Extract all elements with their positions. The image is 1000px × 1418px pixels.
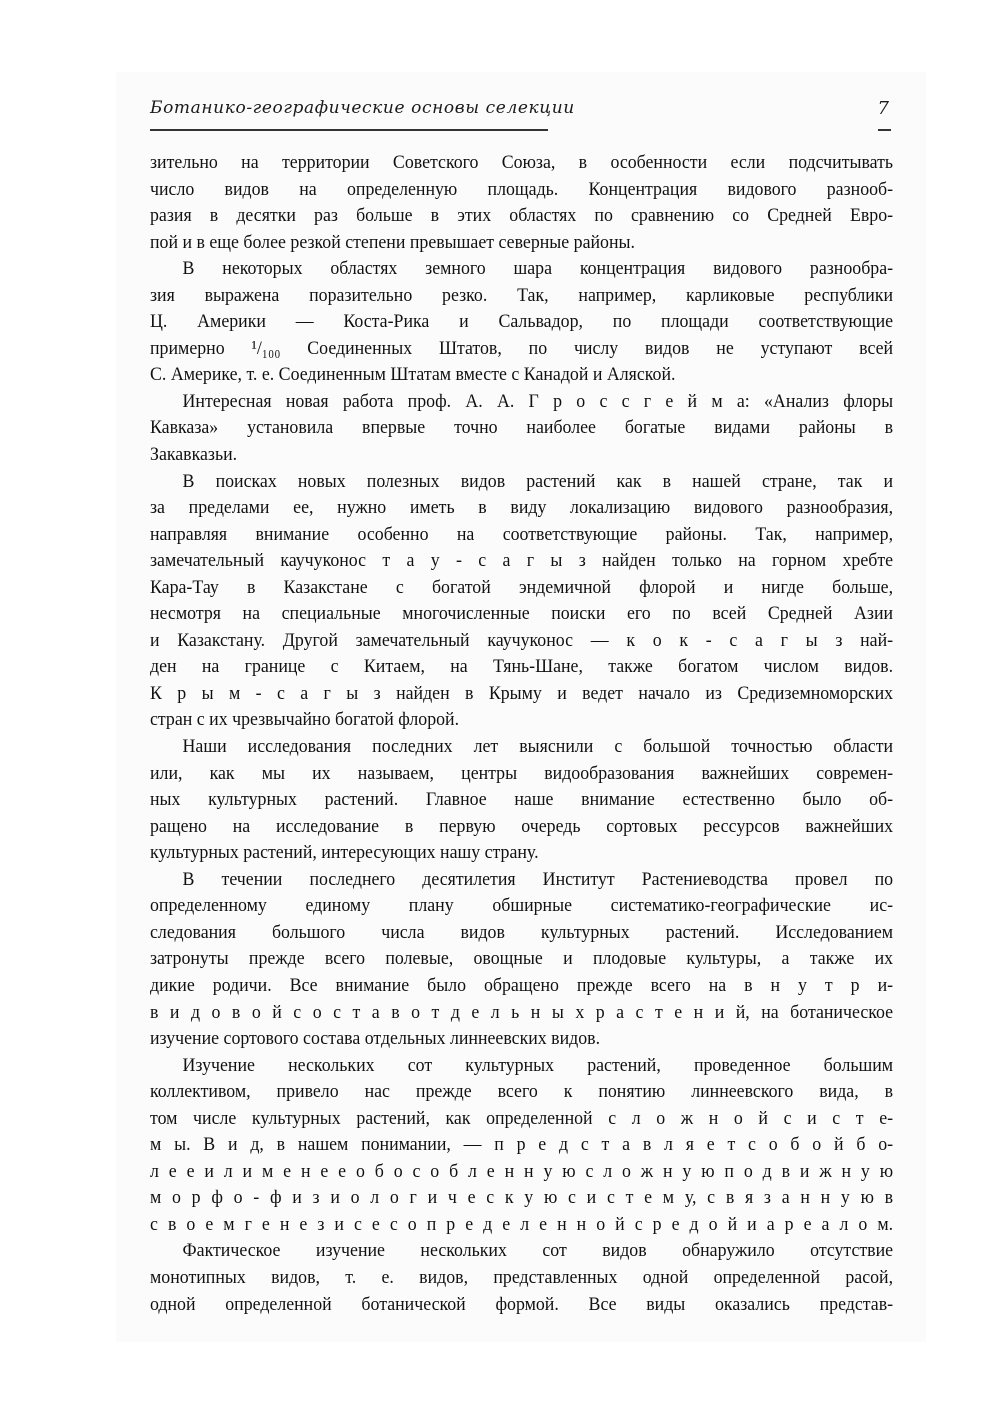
paragraph-first-line: В некоторых областях земного шара концентрация видового разнообра- xyxy=(182,258,894,280)
text-line: коллективом, привело нас прежде всего к понятию линнеевского вида, в xyxy=(150,1081,894,1103)
paragraph-first-line: Изучение нескольких сот культурных растений, проведенное большим xyxy=(182,1054,894,1076)
paragraph-first-line: Наши исследования последних лет выяснили с большой точностью области xyxy=(182,736,894,758)
text-line: число видов на определенную площадь. Концентрация видового разнооб- xyxy=(150,178,894,200)
text-line: затронуты прежде всего полевые, овощные и плодовые культуры, а также их xyxy=(150,948,894,970)
text-line: определенному единому плану обширные систематико-географические ис- xyxy=(150,895,894,917)
text-line: зительно на территории Советского Союза, в особенности если подсчитывать xyxy=(150,152,894,173)
text-line: монотипных видов, т. е. видов, представленных одной определенной расой, xyxy=(150,1266,894,1288)
text-line: ден на границе с Китаем, на Тянь-Шане, также богатом числом видов. xyxy=(150,656,894,678)
text-line: л е е и л и м е н е е о б о с о б л е н н у ю с л о ж н у ю п о д в и ж н у ю xyxy=(150,1160,894,1182)
header-rule xyxy=(150,129,548,131)
text-line: К р ы м - с а г ы з найден в Крыму и ведет начало из Средиземноморских xyxy=(150,682,894,704)
text-line: ращено на исследование в первую очередь сортовых ресcурсов важнейших xyxy=(150,815,894,837)
running-title: Ботанико-географические основы селекции xyxy=(150,98,575,118)
text-line: стран с их чрезвычайно богатой флорой. xyxy=(150,709,460,731)
text-line: зия выражена поразительно резко. Так, например, карликовые республики xyxy=(150,284,894,306)
text-line: следования большого числа видов культурных растений. Исследованием xyxy=(150,921,894,943)
paragraph-first-line: В течении последнего десятилетия Институт Растениеводства провел по xyxy=(182,868,894,890)
paragraph-first-line: Фактическое изучение нескольких сот видов обнаружило отсутствие xyxy=(182,1240,894,1262)
text-line: примерно ¹/₁₀₀ Соединенных Штатов, по числу видов не уступают всей xyxy=(150,337,894,359)
text-line: м о р ф о - ф и з и о л о г и ч е с к у ю с и с т е м у, с в я з а н н у ю в xyxy=(150,1187,894,1209)
text-line: направляя внимание особенно на соответствующие районы. Так, например, xyxy=(150,523,894,545)
text-line: пой и в еще более резкой степени превышает северные районы. xyxy=(150,231,635,253)
running-header xyxy=(150,98,895,138)
text-line: в и д о в о й с о с т а в о т д е л ь н ы х р а с т е н и й, на ботаническое xyxy=(150,1001,894,1023)
text-line: Кавказа» установила впервые точно наиболее богатые видами районы в xyxy=(150,417,894,439)
text-line: м ы. В и д, в нашем понимании, — п р е д с т а в л я е т с о б о й б о- xyxy=(150,1134,894,1156)
text-line: Ц. Америки — Коста-Рика и Сальвадор, по площади соответствующие xyxy=(150,311,894,333)
text-line: Кара-Тау в Казакстане с богатой эндемичной флорой и нигде больше, xyxy=(150,576,894,598)
text-line: или, как мы их называем, центры видообразования важнейших современ- xyxy=(150,762,894,784)
text-line: дикие родичи. Все внимание было обращено прежде всего на в н у т р и- xyxy=(150,974,894,996)
text-line: за пределами ее, нужно иметь в виду локализацию видового разнообразия, xyxy=(150,497,894,519)
text-line: разия в десятки раз больше в этих областях по сравнению со Средней Евро- xyxy=(150,205,894,227)
text-line: замечательный каучуконос т а у - с а г ы з найден только на горном хребте xyxy=(150,550,894,572)
text-line: одной определенной ботанической формой. Все виды оказались представ- xyxy=(150,1293,894,1315)
page-number-dash xyxy=(878,129,891,131)
text-line: и Казакстану. Другой замечательный каучуконос — к о к - с а г ы з най- xyxy=(150,629,894,651)
text-line: С. Америке, т. е. Соединенным Штатам вместе с Канадой и Аляской. xyxy=(150,364,676,386)
text-line: с в о е м г е н е з и с е с о п р е д е л е н н о й с р е д о й и а р е а л о м. xyxy=(150,1213,894,1235)
text-line: изучение сортового состава отдельных линнеевских видов. xyxy=(150,1028,601,1050)
page-number: 7 xyxy=(877,98,889,119)
text-line: несмотря на специальные многочисленные поиски его по всей Средней Азии xyxy=(150,603,894,625)
text-line: Закавказьи. xyxy=(150,444,238,466)
text-line: ных культурных растений. Главное наше внимание естественно было об- xyxy=(150,789,894,811)
text-line: том числе культурных растений, как определенной с л о ж н о й с и с т е- xyxy=(150,1107,894,1129)
paragraph-first-line: В поисках новых полезных видов растений как в нашей стране, так и xyxy=(182,470,894,492)
text-line: культурных растений, интересующих нашу страну. xyxy=(150,842,539,864)
paragraph-first-line: Интересная новая работа проф. А. А. Г р о с с г е й м а: «Анализ флоры xyxy=(182,390,894,412)
body-text xyxy=(150,150,894,1318)
